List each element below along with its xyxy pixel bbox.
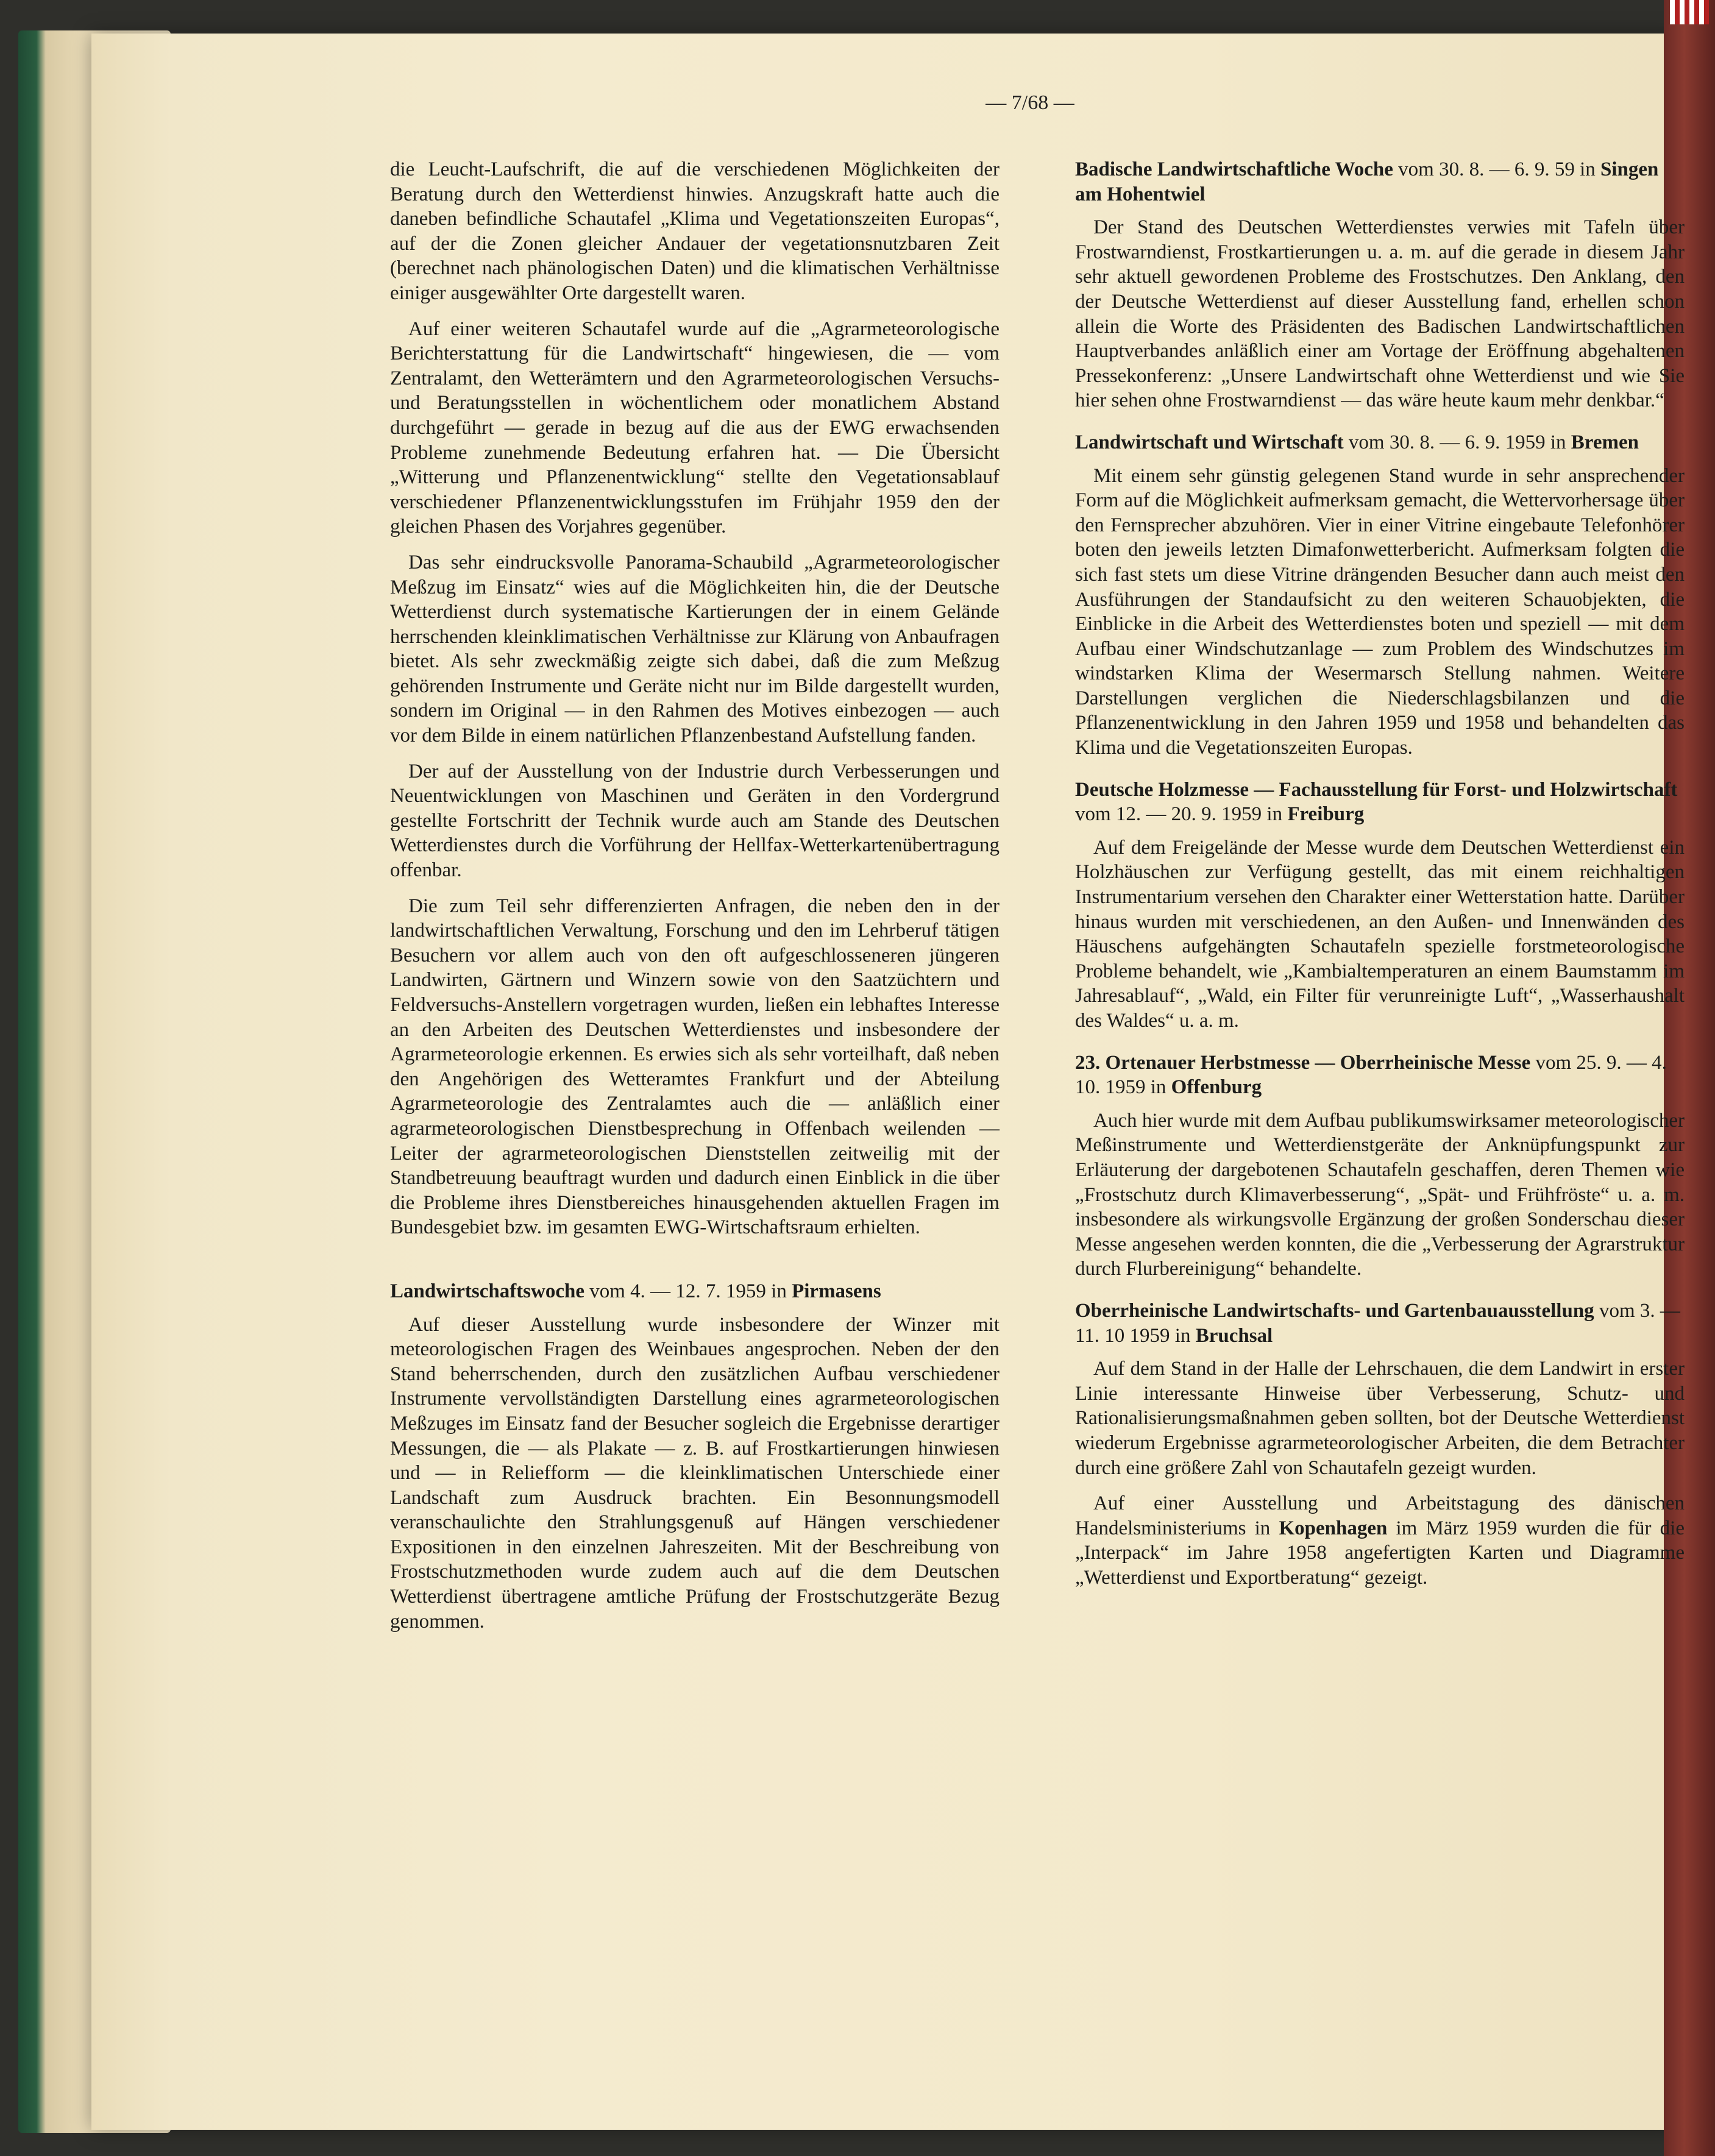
heading-place: Bruchsal: [1195, 1324, 1273, 1347]
heading-event: 23. Ortenauer Herbstmesse — Oberrheinische Messe: [1075, 1051, 1531, 1074]
text-run: im März 1959 wurden die für die „Interpack“ im Jahre 1958 angefertigten Karten und Diagramme „Wetterdienst und Exportberatung“ gezeigt.: [1075, 1517, 1685, 1589]
section-heading-offenburg: [1075, 1051, 1685, 1100]
place-name: Kopenhagen: [1279, 1517, 1388, 1539]
text-run: Auf einer Ausstellung und Arbeitstagung des dänischen Handelsministeriums in: [1075, 1492, 1685, 1539]
right-column: [1075, 157, 1685, 1590]
paragraph: Auf dem Freigelände der Messe wurde dem Deutschen Wetterdienst ein Holzhäuschen zur Verfügung gestellt, das mit einem reichhaltigen Instrumentarium versehen den Charakter einer Wetterstation hatte. Darüber hinaus wurden mit verschiedenen, an den Außen- und Innenwänden des Häuschens aufgehängten Schautafeln spezielle forstmeteorologische Probleme behandelt, wie „Kambialtemperaturen an einem Baumstamm im Jahresablauf“, „Wald, ein Filter für verunreinigte Luft“, „Wasserhaushalt des Waldes“ u. a. m.: [1075, 836, 1685, 1032]
heading-event: Badische Landwirtschaftliche Woche: [1075, 158, 1393, 180]
page-number: — 7/68 —: [985, 91, 1074, 114]
heading-place: Singen am Hohentwiel: [1075, 158, 1659, 205]
section-heading-bruchsal: [1075, 1299, 1685, 1348]
paragraph: Auf dieser Ausstellung wurde insbesondere der Winzer mit meteorologischen Fragen des Weinbaues angesprochen. Neben der den Stand beherrschenden, durch den zusätzlichen Aufbau verschiedener Instrumente vervollständigten Darstellung eines agrarmeteorologischen Meßzuges im Einsatz fand der Besucher sogleich die Ergebnisse derartiger Messungen, die — als Plakate — z. B. auf Frostkartierungen hinwiesen und — in Reliefform — die kleinklimatischen Unterschiede einer Landschaft zum Ausdruck brachten. Ein Besonnungsmodell veranschaulichte den Strahlungsgenuß auf Hängen verschiedener Expositionen in den einzelnen Jahreszeiten. Mit der Beschreibung von Frostschutzmethoden wurde zudem auch auf die dem Deutschen Wetterdienst übertragene amtliche Prüfung der Frostschutzgeräte Bezug genommen.: [390, 1313, 1000, 1633]
section-heading-bremen: [1075, 430, 1685, 455]
paragraph: Das sehr eindrucksvolle Panorama-Schaubild „Agrarmeteorologischer Meßzug im Einsatz“ wies auf die Möglichkeiten hin, die der Deutsche Wetterdienst durch systematische Kartierungen der in einem Gelände herrschenden kleinklimatischen Verhältnisse zur Klärung von Anbaufragen bietet. Als sehr zweckmäßig zeigte sich dabei, daß die zum Meßzug gehörenden Instrumente und Geräte nicht nur im Bilde dargestellt wurden, sondern im Original — in den Rahmen des Motives einbezogen — auch vor dem Bilde in einem natürlichen Pflanzenbestand Aufstellung fanden.: [390, 551, 1000, 747]
heading-date: vom 30. 8. — 6. 9. 1959 in: [1343, 431, 1571, 453]
heading-event: Landwirtschaftswoche: [390, 1280, 584, 1302]
paragraph: Auch hier wurde mit dem Aufbau publikumswirksamer meteorologischer Meßinstrumente und Wetterdienstgeräte der Anknüpfungspunkt zur Erläuterung der dargebotenen Schautafeln geschaffen, deren Themen wie „Frostschutz durch Klimaverbesserung“, „Spät- und Frühfröste“ u. a. m. insbesondere als wirkungsvolle Ergänzung der großen Sonderschau dieser Messe angesehen werden konnten, die die „Verbesserung der Agrarstruktur durch Flurbereinigung“ behandelte.: [1075, 1109, 1685, 1280]
heading-event: Oberrheinische Landwirtschafts- und Gartenbauausstellung: [1075, 1299, 1594, 1322]
paragraph: Auf dem Stand in der Halle der Lehrschauen, die dem Landwirt in erster Linie interessante Hinweise über Verbesserung, Schutz- und Rationalisierungsmaßnahmen geben sollten, bot der Deutsche Wetterdienst wiederum Ergebnisse agrarmeteorologischer Arbeiten, die dem Betrachter durch eine größere Zahl von Schautafeln gezeigt wurden.: [1075, 1358, 1685, 1479]
heading-date: vom 4. — 12. 7. 1959 in: [584, 1280, 792, 1302]
heading-place: Offenburg: [1171, 1076, 1262, 1099]
paragraph: Der auf der Ausstellung von der Industrie durch Verbesserungen und Neuentwicklungen von Maschinen und Geräten in den Vordergrund gestellte Fortschritt der Technik wurde auch am Stande des Deutschen Wetterdienstes durch die Vorführung der Hellfax-Wetterkartenübertragung offenbar.: [390, 760, 1000, 882]
heading-date: vom 12. — 20. 9. 1959 in: [1075, 803, 1288, 826]
heading-place: Freiburg: [1287, 803, 1365, 826]
heading-place: Pirmasens: [792, 1280, 881, 1302]
paragraph: Auf einer weiteren Schautafel wurde auf die „Agrarmeteorologische Berichterstattung für die Landwirtschaft“ hingewiesen, die — vom Zentralamt, den Wetterämtern und den Agrarmeteorologischen Versuchs- und Beratungsstellen in wöchentlichem oder monatlichem Abstand durchgeführt — gerade in bezug auf die aus der EWG erwachsenden Probleme zunehmende Bedeutung erfahren hat. — Die Übersicht „Witterung und Pflanzenentwicklung“ stellte den Vegetationsablauf verschiedener Pflanzenentwicklungsstufen im Frühjahr 1959 den der gleichen Phasen des Vorjahres gegenüber.: [390, 317, 1000, 538]
section-heading-freiburg: [1075, 778, 1685, 827]
left-column: [390, 157, 1000, 1634]
heading-date: vom 25. 9. — 4. 10. 1959 in: [1075, 1051, 1667, 1099]
paragraph: Mit einem sehr günstig gelegenen Stand wurde in sehr ansprechender Form auf die Möglichkeit aufmerksam gemacht, die Wettervorhersage über den Fernsprecher abzuhören. Vier in einer Vitrine eingebaute Telefonhörer boten den jeweils letzten Dimafonwetterbericht. Aufmerksam folgten die sich fast stets um diese Vitrine drängenden Besucher dann auch meist den Ausführungen der Standaufsicht zu den weiteren Schauobjekten, die Einblicke in die Arbeit des Wetterdienstes boten und speziell — mit dem Aufbau einer Windschutzanlage — zum Problem des Windschutzes im windstarken Klima der Wesermarsch Stellung nahmen. Weitere Darstellungen verglichen die Niederschlagsbilanzen und die Pflanzenentwicklung in den Jahren 1959 und 1958 und behandelten das Klima und die Vegetationszeiten Europas.: [1075, 464, 1685, 759]
heading-place: Bremen: [1571, 431, 1639, 453]
color-calibration-strip: [1670, 0, 1709, 24]
paragraph: Der Stand des Deutschen Wetterdienstes verwies mit Tafeln über Frostwarndienst, Frostkartierungen u. a. m. auf die gerade in diesem Jahr sehr aktuell gewordenen Probleme des Frostschutzes. Den Anklang, den der Deutsche Wetterdienst auf dieser Ausstellung fand, erhellen schon allein die Worte des Präsidenten des Badischen Landwirtschaftlichen Hauptverbandes anläßlich einer am Vortage der Eröffnung abgehaltenen Pressekonferenz: „Unsere Landwirtschaft ohne Wetterdienst und wie Sie hier sehen ohne Frostwarndienst — das wäre heute kaum mehr denkbar.“: [1075, 216, 1685, 412]
heading-date: vom 30. 8. — 6. 9. 59 in: [1393, 158, 1601, 180]
heading-date: vom 3. — 11. 10 1959 in: [1075, 1299, 1680, 1347]
section-heading-singen: [1075, 157, 1685, 207]
paragraph: die Leucht-Laufschrift, die auf die verschiedenen Möglichkeiten der Beratung durch den Wetterdienst hinwies. Anzugskraft hatte auch die daneben befindliche Schautafel „Klima und Vegetationszeiten Europas“, auf der die Zonen gleicher Andauer der vegetationsnutzbaren Zeit (berechnet nach phänologischen Daten) und die klimatischen Verhältnisse einiger ausgewählter Orte dargestellt waren.: [390, 158, 1000, 304]
heading-event: Landwirtschaft und Wirtschaft: [1075, 431, 1344, 453]
paragraph: Die zum Teil sehr differenzierten Anfragen, die neben den in der landwirtschaftlichen Verwaltung, Forschung und den im Lehrberuf tätigen Besuchern vor allem auch von den oft aufgeschlosseneren jüngeren Landwirten, Gärtnern und Winzern sowie von den Saatzüchtern und Feldversuchs-Anstellern vorgetragen wurden, ließen ein lebhaftes Interesse an den Arbeiten des Deutschen Wetterdienstes und insbesondere der Agrarmeteorologie erkennen. Es erwies sich als sehr vorteilhaft, daß neben den Angehörigen des Wetteramtes Frankfurt und der Abteilung Agrarmeteorologie des Zentralamtes auch die — anläßlich einer agrarmeteorologischen Dienstbesprechung in Offenbach weilenden — Leiter der agrarmeteorologischen Dienststellen zeitweilig mit der Standbetreuung beauftragt wurden und dadurch einen Einblick in die über die Probleme ihres Dienstbereiches hinausgehenden aktuellen Fragen im Bundesgebiet bzw. im gesamten EWG-Wirtschaftsraum erhielten.: [390, 895, 1000, 1239]
section-heading-pirmasens: [390, 1279, 1000, 1304]
heading-event: Deutsche Holzmesse — Fachausstellung für Forst- und Holzwirtschaft: [1075, 778, 1678, 801]
paragraph: [1075, 1491, 1685, 1590]
